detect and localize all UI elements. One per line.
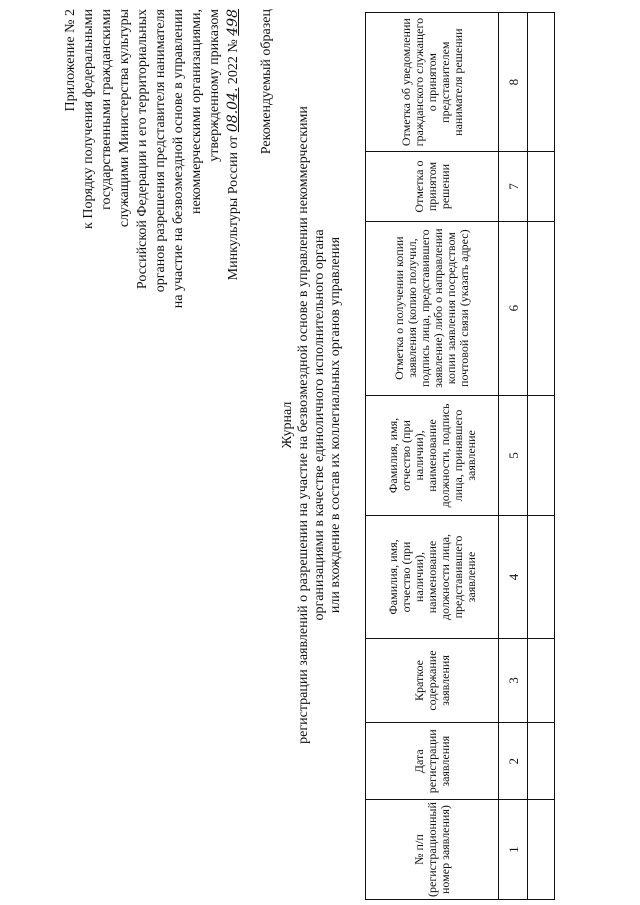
appendix-line: Российской Федерации и его территориальных — [135, 9, 150, 290]
appendix-line: государственными гражданскими — [99, 9, 114, 210]
column-number: 2 — [499, 723, 528, 800]
header-cell: Отметка о получении копии заявления (копию получил, подпись лица, представившего заявление) либо о направлении копии заявления посредством почтовой связи (указать адрес) — [366, 221, 499, 395]
order-date: 08.04. — [225, 87, 241, 133]
order-prefix: Минкультуры России от — [226, 135, 241, 281]
order-year: 2022 № — [226, 39, 241, 85]
column-number: 4 — [499, 516, 528, 638]
appendix-line: некоммерческими организациями, — [189, 9, 204, 215]
column-number: 3 — [499, 638, 528, 723]
empty-cell — [528, 395, 555, 516]
empty-cell — [528, 13, 555, 152]
order-number: 498 — [225, 9, 241, 36]
empty-cell — [528, 638, 555, 723]
header-cell: Фамилия, имя, отчество (при наличии), наименование должности лица, представившего заявление — [366, 516, 499, 638]
empty-cell — [528, 800, 555, 900]
header-cell: Отметка о принятом решении — [366, 152, 499, 221]
empty-cell — [528, 221, 555, 395]
empty-cell — [528, 723, 555, 800]
journal-subtitle-line: организациями в качестве единоличного исполнительного органа — [312, 229, 327, 621]
appendix-line: органов разрешения представителя нанимателя — [153, 9, 168, 293]
appendix-line: утвержденному приказом — [207, 9, 222, 162]
column-number: 5 — [499, 395, 528, 516]
journal-subtitle-line: регистрации заявлений о разрешении на участие на безвозмездной основе в управлении некоммерческими — [296, 106, 311, 744]
recommended-sample-label: Рекомендуемый образец — [259, 9, 274, 155]
order-reference — [224, 9, 243, 339]
appendix-line: служащими Министерства культуры — [117, 9, 132, 228]
journal-title-block — [280, 35, 344, 815]
journal-subtitle-line: или вхождение в состав их коллегиальных органов управления — [328, 236, 343, 614]
column-number: 6 — [499, 221, 528, 395]
appendix-line: Приложение № 2 — [63, 9, 78, 112]
journal-title: Журнал — [280, 401, 295, 449]
column-number: 8 — [499, 13, 528, 152]
appendix-block — [62, 9, 243, 339]
header-cell: Дата регистрации заявления — [366, 723, 499, 800]
empty-cell — [528, 516, 555, 638]
header-cell: Фамилия, имя, отчество (при наличии), наименование должности, подпись лица, принявшего заявление — [366, 395, 499, 516]
table-header-row — [366, 13, 499, 900]
table-number-row — [499, 13, 528, 900]
appendix-line: на участие на безвозмездной основе в управлении — [171, 9, 186, 309]
header-cell: № п/п (регистрационный номер заявления) — [366, 800, 499, 900]
journal-table — [365, 12, 555, 900]
appendix-line: к Порядку получения федеральными — [81, 9, 96, 229]
table-empty-row — [528, 13, 555, 900]
empty-cell — [528, 152, 555, 221]
header-cell: Отметка об уведомлении гражданского служащего о принятом представителем нанимателя решении — [366, 13, 499, 152]
column-number: 1 — [499, 800, 528, 900]
column-number: 7 — [499, 152, 528, 221]
header-cell: Краткое содержание заявления — [366, 638, 499, 723]
